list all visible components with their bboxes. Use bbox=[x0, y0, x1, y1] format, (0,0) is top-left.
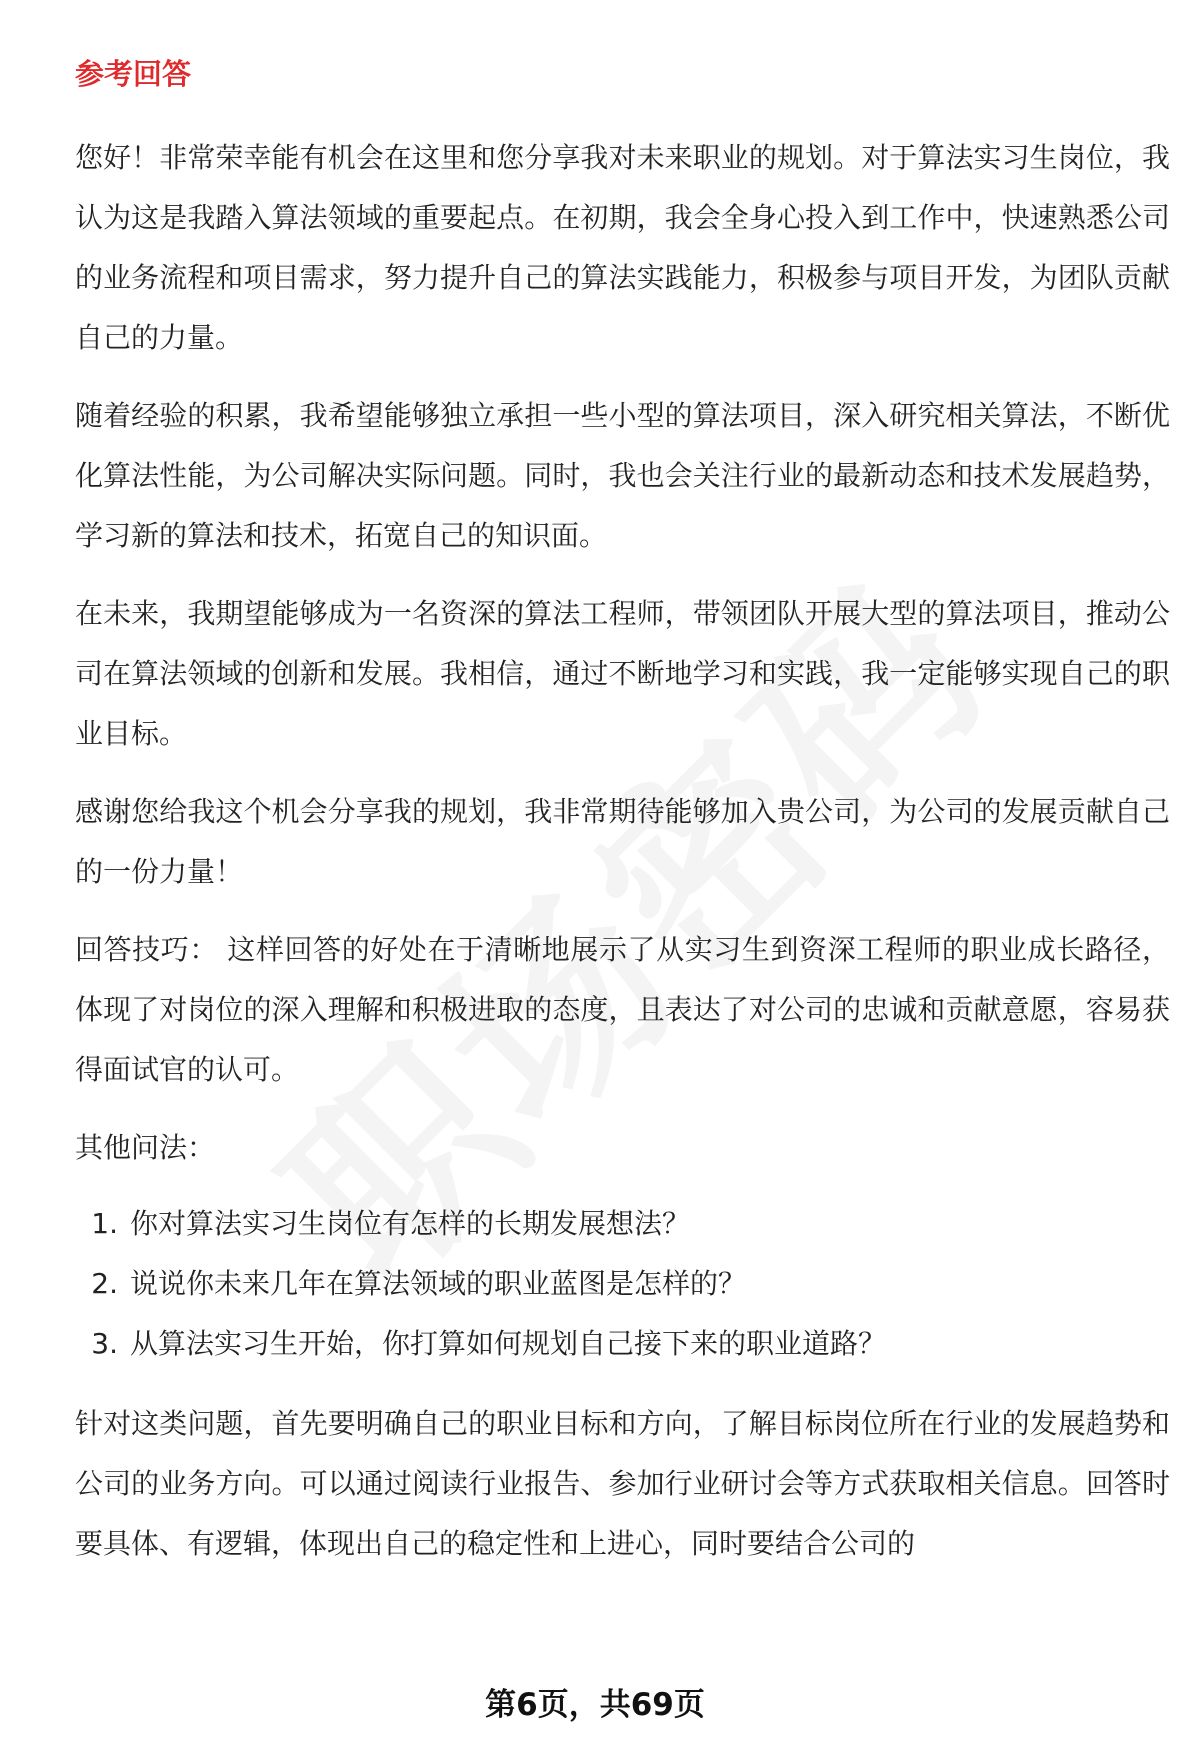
list-item-text: 从算法实习生开始，你打算如何规划自己接下来的职业道路？ bbox=[130, 1327, 887, 1360]
answer-paragraph-4: 感谢您给我这个机会分享我的规划，我非常期待能够加入贵公司，为公司的发展贡献自己的一份力量！ bbox=[75, 795, 1170, 888]
answer-tip: 回答技巧： 这样回答的好处在于清晰地展示了从实习生到资深工程师的职业成长路径，体现了对岗位的深入理解和积极进取的态度，且表达了对公司的忠诚和贡献意愿，容易获得面试官的认可。 bbox=[75, 933, 1170, 1086]
list-item-number: 1. bbox=[91, 1207, 118, 1240]
closing-paragraph: 针对这类问题，首先要明确自己的职业目标和方向，了解目标岗位所在行业的发展趋势和公司的业务方向。可以通过阅读行业报告、参加行业研讨会等方式获取相关信息。回答时要具体、有逻辑，体现出自己的稳定性和上进心，同时要结合公司的 bbox=[75, 1407, 1170, 1560]
content-area bbox=[75, 50, 1170, 1592]
page-number: 第6页，共69页 bbox=[485, 1687, 705, 1723]
list-item-text: 你对算法实习生岗位有怎样的长期发展想法？ bbox=[130, 1207, 691, 1240]
list-item-number: 3. bbox=[91, 1327, 118, 1360]
list-item bbox=[75, 1194, 1170, 1254]
answer-paragraph-3: 在未来，我期望能够成为一名资深的算法工程师，带领团队开展大型的算法项目，推动公司在算法领域的创新和发展。我相信，通过不断地学习和实践，我一定能够实现自己的职业目标。 bbox=[75, 597, 1170, 750]
other-questions-list bbox=[75, 1194, 1170, 1374]
answer-paragraph-1: 您好！非常荣幸能有机会在这里和您分享我对未来职业的规划。对于算法实习生岗位，我认为这是我踏入算法领域的重要起点。在初期，我会全身心投入到工作中，快速熟悉公司的业务流程和项目需求，努力提升自己的算法实践能力，积极参与项目开发，为团队贡献自己的力量。 bbox=[75, 141, 1170, 354]
answer-paragraph-2: 随着经验的积累，我希望能够独立承担一些小型的算法项目，深入研究相关算法，不断优化算法性能，为公司解决实际问题。同时，我也会关注行业的最新动态和技术发展趋势，学习新的算法和技术，拓宽自己的知识面。 bbox=[75, 399, 1170, 552]
list-item-number: 2. bbox=[91, 1267, 118, 1300]
list-item bbox=[75, 1314, 1170, 1374]
other-questions-label: 其他问法： bbox=[75, 1131, 216, 1164]
section-heading: 参考回答 bbox=[75, 57, 192, 91]
list-item-text: 说说你未来几年在算法领域的职业蓝图是怎样的？ bbox=[130, 1267, 747, 1300]
list-item bbox=[75, 1254, 1170, 1314]
